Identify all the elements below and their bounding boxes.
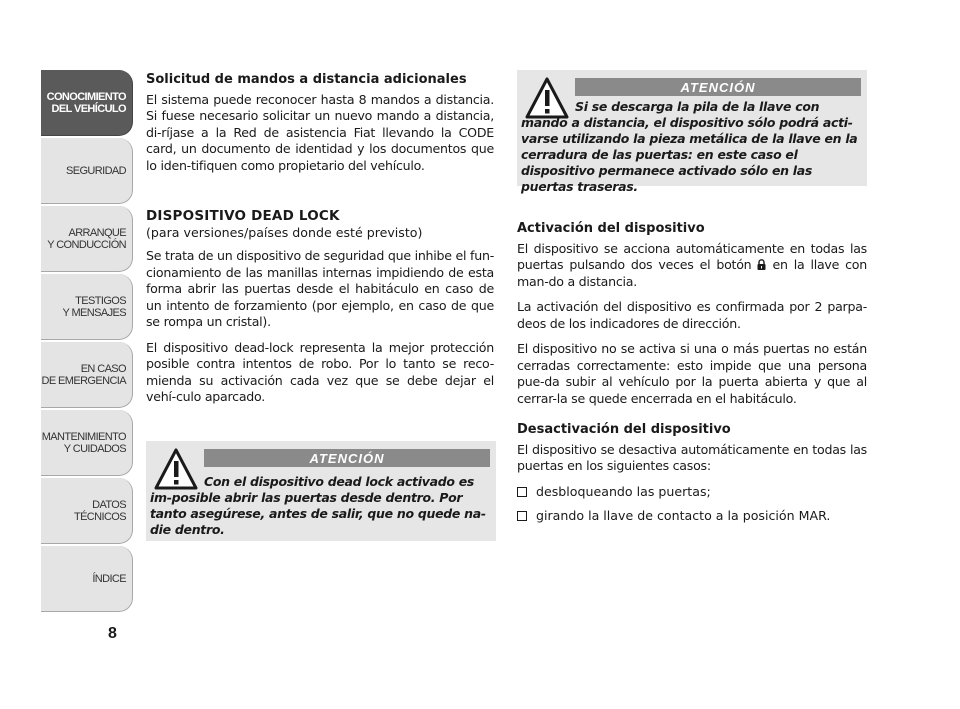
activation-paragraph-3: El dispositivo no se activa si una o más puertas no están cerradas correctamente: esto impide que una persona pue-da subir al vehículo por la puerta abierta y que al cerrar-la se quede encerrada en el habitáculo. [517,341,867,406]
tab-arranque-y-conduccion[interactable]: ARRANQUE Y CONDUCCIÓN [41,206,133,272]
tab-conocimiento-del-vehiculo[interactable]: CONOCIMIENTO DEL VEHÍCULO [41,70,133,136]
warning-box-battery [517,70,867,194]
section-title-dead-lock: DISPOSITIVO DEAD LOCK [146,208,340,224]
section-title-remote-controls: Solicitud de mandos a distancia adicionales [146,72,467,87]
padlock-icon [757,259,766,270]
tab-indice[interactable]: ÍNDICE [41,546,133,612]
checkbox-bullet-icon [517,487,527,497]
activation-paragraph-2: La activación del dispositivo es confirmada por 2 parpa-deos de los indicadores de dirección. [517,299,867,331]
tab-datos-tecnicos[interactable]: DATOS TÉCNICOS [41,478,133,544]
page-number: 8 [108,625,117,642]
warning-text: Con el dispositivo dead lock activado es im-posible abrir las puertas desde dentro. Por tanto asegúrese, antes de salir, que no quede na-die dentro. [150,474,486,537]
section-text-remote-controls: El sistema puede reconocer hasta 8 mandos a distancia. Si fuese necesario solicitar un nuevo mando a distancia, di-ríjase a la Red de asistencia Fiat llevando la CODE card, un documento de identidad y los documentos que lo iden-tifiquen como propietario del vehículo. [146,91,494,173]
right-column [517,221,867,533]
list-item [517,484,867,501]
section-title-deactivation: Desactivación del dispositivo [517,422,731,437]
dead-lock-paragraph-1: Se trata de un dispositivo de seguridad que inhibe el fun-cionamiento de las manillas internas impidiendo de esta forma abrir las puertas desde el habitáculo en caso de un intento de forzamiento (por ejemplo, en caso de que se rompa un cristal). [146,248,494,329]
activation-text-a: El dispositivo se acciona automáticamente en todas las puertas pulsando dos veces el botón [517,240,867,272]
section-title-activation: Activación del dispositivo [517,221,705,236]
deactivation-paragraph-1: El dispositivo se desactiva automáticamente en todas las puertas en los siguientes casos: [517,441,867,473]
tab-mantenimiento-y-cuidados[interactable]: MANTENIMIENTO Y CUIDADOS [41,410,133,476]
left-column [146,72,494,415]
section-subtitle-dead-lock: (para versiones/países donde esté previsto) [146,224,423,240]
warning-box-dead-lock [146,441,496,541]
list-item-text: girando la llave de contacto a la posición MAR. [536,508,831,523]
list-item [517,508,867,525]
warning-banner: ATENCIÓN [575,78,861,96]
warning-text: Si se descarga la pila de la llave con mando a distancia, el dispositivo sólo podrá acti-varse utilizando la pieza metálica de la llave en la cerradura de las puertas: en este caso el dispositivo permanece activado sólo en las puertas traseras. [521,99,858,194]
activation-text-b: en la llave con man-do a distancia. [517,257,867,289]
warning-banner: ATENCIÓN [204,449,490,467]
deactivation-list [517,484,867,525]
list-item-text: desbloqueando las puertas; [536,483,711,499]
checkbox-bullet-icon [517,511,527,521]
tab-testigos-y-mensajes[interactable]: TESTIGOS Y MENSAJES [41,274,133,340]
tab-en-caso-de-emergencia[interactable]: EN CASO DE EMERGENCIA [41,342,133,408]
tab-seguridad[interactable]: SEGURIDAD [41,138,133,204]
dead-lock-paragraph-2: El dispositivo dead-lock representa la mejor protección posible contra intentos de robo. Por lo tanto se reco-mienda su activación cada vez que se debe dejar el vehí-culo aparcado. [146,339,494,404]
activation-paragraph-1 [517,241,867,291]
